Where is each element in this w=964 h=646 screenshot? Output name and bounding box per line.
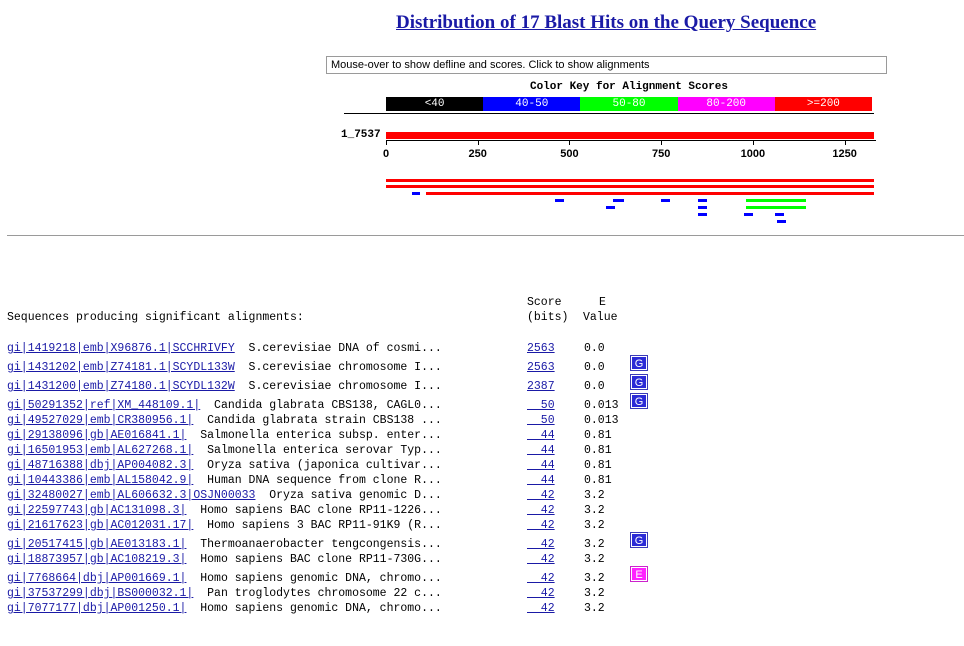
color-key-bin-80-200: 80-200 [678, 97, 775, 111]
header-value: Value [583, 311, 618, 324]
axis-tick-label: 0 [382, 148, 390, 160]
table-row [7, 474, 612, 489]
sequence-description: Salmonella enterica subsp. enter... [186, 429, 442, 442]
table-row [7, 342, 605, 357]
hit-bar[interactable] [746, 206, 807, 209]
sequence-id-link[interactable]: gi|20517415|gb|AE013183.1| [7, 538, 187, 551]
table-row [7, 504, 605, 519]
sequence-description: Homo sapiens BAC clone RP11-1226... [186, 504, 442, 517]
evalue: 3.2 [584, 602, 605, 615]
evalue: 0.0 [584, 342, 605, 355]
color-key-title: Color Key for Alignment Scores [529, 81, 729, 93]
sequence-id-link[interactable]: gi|1431200|emb|Z74180.1|SCYDL132W [7, 380, 235, 393]
table-row [7, 519, 605, 534]
sequence-id-link[interactable]: gi|10443386|emb|AL158042.9| [7, 474, 194, 487]
sequence-id-link[interactable]: gi|7077177|dbj|AP001250.1| [7, 602, 187, 615]
sequence-description: S.cerevisiae chromosome I... [234, 361, 442, 374]
axis-tick-label: 1250 [832, 148, 857, 160]
hit-bar[interactable] [698, 213, 707, 216]
color-key-bin-ge200: >=200 [775, 97, 872, 111]
sequence-id-link[interactable]: gi|50291352|ref|XM_448109.1| [7, 399, 201, 412]
sequence-id-link[interactable]: gi|21617623|gb|AC012031.17| [7, 519, 194, 532]
sequence-description: Homo sapiens genomic DNA, chromo... [186, 602, 442, 615]
sequence-id-link[interactable]: gi|7768664|dbj|AP001669.1| [7, 572, 187, 585]
gene-link-badge[interactable]: G [631, 394, 647, 408]
sequence-description: Candida glabrata strain CBS138 ... [193, 414, 442, 427]
sequence-description: Oryza sativa genomic D... [255, 489, 442, 502]
sequence-id-link[interactable]: gi|49527029|emb|CR380956.1| [7, 414, 194, 427]
sequence-description: Oryza sativa (japonica cultivar... [193, 459, 442, 472]
evalue: 0.81 [584, 474, 612, 487]
sequence-id-link[interactable]: gi|1419218|emb|X96876.1|SCCHRIVFY [7, 342, 235, 355]
color-key-bar [386, 97, 872, 111]
header-e: E [599, 296, 606, 309]
evalue: 3.2 [584, 504, 605, 517]
header-score: Score [527, 296, 562, 309]
table-row [7, 399, 619, 414]
table-row [7, 553, 605, 568]
sequence-description: Homo sapiens 3 BAC RP11-91K9 (R... [193, 519, 442, 532]
score-link[interactable]: 44 [527, 429, 555, 442]
score-link[interactable]: 2387 [527, 380, 555, 393]
score-link[interactable]: 42 [527, 572, 555, 585]
section-divider [7, 235, 964, 236]
color-key-bin-lt40: <40 [386, 97, 483, 111]
score-link[interactable]: 44 [527, 459, 555, 472]
table-row [7, 444, 612, 459]
score-link[interactable]: 42 [527, 519, 555, 532]
score-link[interactable]: 2563 [527, 361, 555, 374]
sequence-description: Homo sapiens genomic DNA, chromo... [186, 572, 442, 585]
color-key-bin-50-80: 50-80 [580, 97, 677, 111]
evalue: 0.013 [584, 414, 619, 427]
sequence-id-link[interactable]: gi|32480027|emb|AL606632.3|OSJN00033 [7, 489, 256, 502]
table-row [7, 572, 605, 587]
sequence-id-link[interactable]: gi|16501953|emb|AL627268.1| [7, 444, 194, 457]
sequence-id-link[interactable]: gi|37537299|dbj|BS000032.1| [7, 587, 194, 600]
table-row [7, 414, 619, 429]
gene-link-badge[interactable]: G [631, 356, 647, 370]
hit-bar[interactable] [698, 199, 707, 202]
axis-tick-label: 750 [652, 148, 671, 160]
gene-link-badge[interactable]: G [631, 375, 647, 389]
sequence-description: S.cerevisiae chromosome I... [234, 380, 442, 393]
hit-bar[interactable] [613, 199, 622, 202]
sequence-description: Thermoanaerobacter tengcongensis... [186, 538, 442, 551]
hit-bar[interactable] [606, 206, 615, 209]
evalue: 0.81 [584, 444, 612, 457]
gene-link-badge[interactable]: G [631, 533, 647, 547]
hit-bar[interactable] [744, 213, 753, 216]
hit-bar[interactable] [698, 206, 707, 209]
hit-bar[interactable] [412, 192, 420, 195]
sequence-id-link[interactable]: gi|29138096|gb|AE016841.1| [7, 429, 187, 442]
table-row [7, 380, 605, 395]
axis-tick [386, 140, 387, 145]
evalue: 3.2 [584, 538, 605, 551]
sequence-description: Candida glabrata CBS138, CAGL0... [200, 399, 442, 412]
hit-bar[interactable] [426, 192, 874, 195]
sequence-id-link[interactable]: gi|1431202|emb|Z74181.1|SCYDL133W [7, 361, 235, 374]
sequence-description: Human DNA sequence from clone R... [193, 474, 442, 487]
axis-tick-label: 500 [560, 148, 579, 160]
hit-bar[interactable] [661, 199, 670, 202]
sequence-id-link[interactable]: gi|48716388|dbj|AP004082.3| [7, 459, 194, 472]
score-link[interactable]: 42 [527, 538, 555, 551]
axis-tick [569, 140, 570, 145]
table-row [7, 587, 605, 602]
header-bits: (bits) [527, 311, 569, 324]
evalue: 0.0 [584, 361, 605, 374]
header-sequences: Sequences producing significant alignments: [7, 311, 304, 324]
hit-bar[interactable] [386, 185, 874, 188]
page-title-link[interactable]: Distribution of 17 Blast Hits on the Query Sequence [396, 12, 817, 33]
sequence-description: Salmonella enterica serovar Typ... [193, 444, 442, 457]
table-row [7, 429, 612, 444]
evalue: 3.2 [584, 489, 605, 502]
axis-tick-label: 1000 [740, 148, 766, 160]
axis-tick [845, 140, 846, 145]
defline-box: Mouse-over to show defline and scores. Click to show alignments [326, 56, 887, 74]
unigene-expression-badge[interactable]: E [631, 567, 647, 581]
score-link[interactable]: 42 [527, 587, 555, 600]
sequence-description: Homo sapiens BAC clone RP11-730G... [186, 553, 442, 566]
evalue: 0.81 [584, 429, 612, 442]
sequence-id-link[interactable]: gi|22597743|gb|AC131098.3| [7, 504, 187, 517]
color-key-divider [344, 113, 874, 114]
sequence-description: Pan troglodytes chromosome 22 c... [193, 587, 442, 600]
score-link[interactable]: 42 [527, 489, 555, 502]
sequence-id-link[interactable]: gi|18873957|gb|AC108219.3| [7, 553, 187, 566]
axis-tick-label: 250 [468, 148, 487, 160]
score-link[interactable]: 50 [527, 399, 555, 412]
table-row [7, 361, 605, 376]
hit-bar[interactable] [777, 220, 786, 223]
axis-tick [753, 140, 754, 145]
score-link[interactable]: 2563 [527, 342, 555, 355]
score-link[interactable]: 44 [527, 474, 555, 487]
score-link[interactable]: 44 [527, 444, 555, 457]
query-axis [386, 140, 876, 141]
color-key-bin-40-50: 40-50 [483, 97, 580, 111]
evalue: 3.2 [584, 519, 605, 532]
score-link[interactable]: 42 [527, 504, 555, 517]
evalue: 0.81 [584, 459, 612, 472]
evalue: 3.2 [584, 587, 605, 600]
hit-bar[interactable] [775, 213, 784, 216]
evalue: 3.2 [584, 553, 605, 566]
query-bar [386, 132, 874, 139]
score-link[interactable]: 50 [527, 414, 555, 427]
table-row [7, 602, 605, 617]
table-row [7, 459, 612, 474]
axis-tick [661, 140, 662, 145]
query-label: 1_7537 [341, 129, 381, 141]
table-row [7, 538, 605, 553]
axis-tick [478, 140, 479, 145]
score-link[interactable]: 42 [527, 553, 555, 566]
evalue: 0.013 [584, 399, 619, 412]
sequence-description: S.cerevisiae DNA of cosmi... [234, 342, 442, 355]
hit-bar[interactable] [555, 199, 564, 202]
evalue: 0.0 [584, 380, 605, 393]
score-link[interactable]: 42 [527, 602, 555, 615]
hit-bar[interactable] [746, 199, 807, 202]
hit-bar[interactable] [386, 179, 874, 182]
evalue: 3.2 [584, 572, 605, 585]
table-row [7, 489, 605, 504]
